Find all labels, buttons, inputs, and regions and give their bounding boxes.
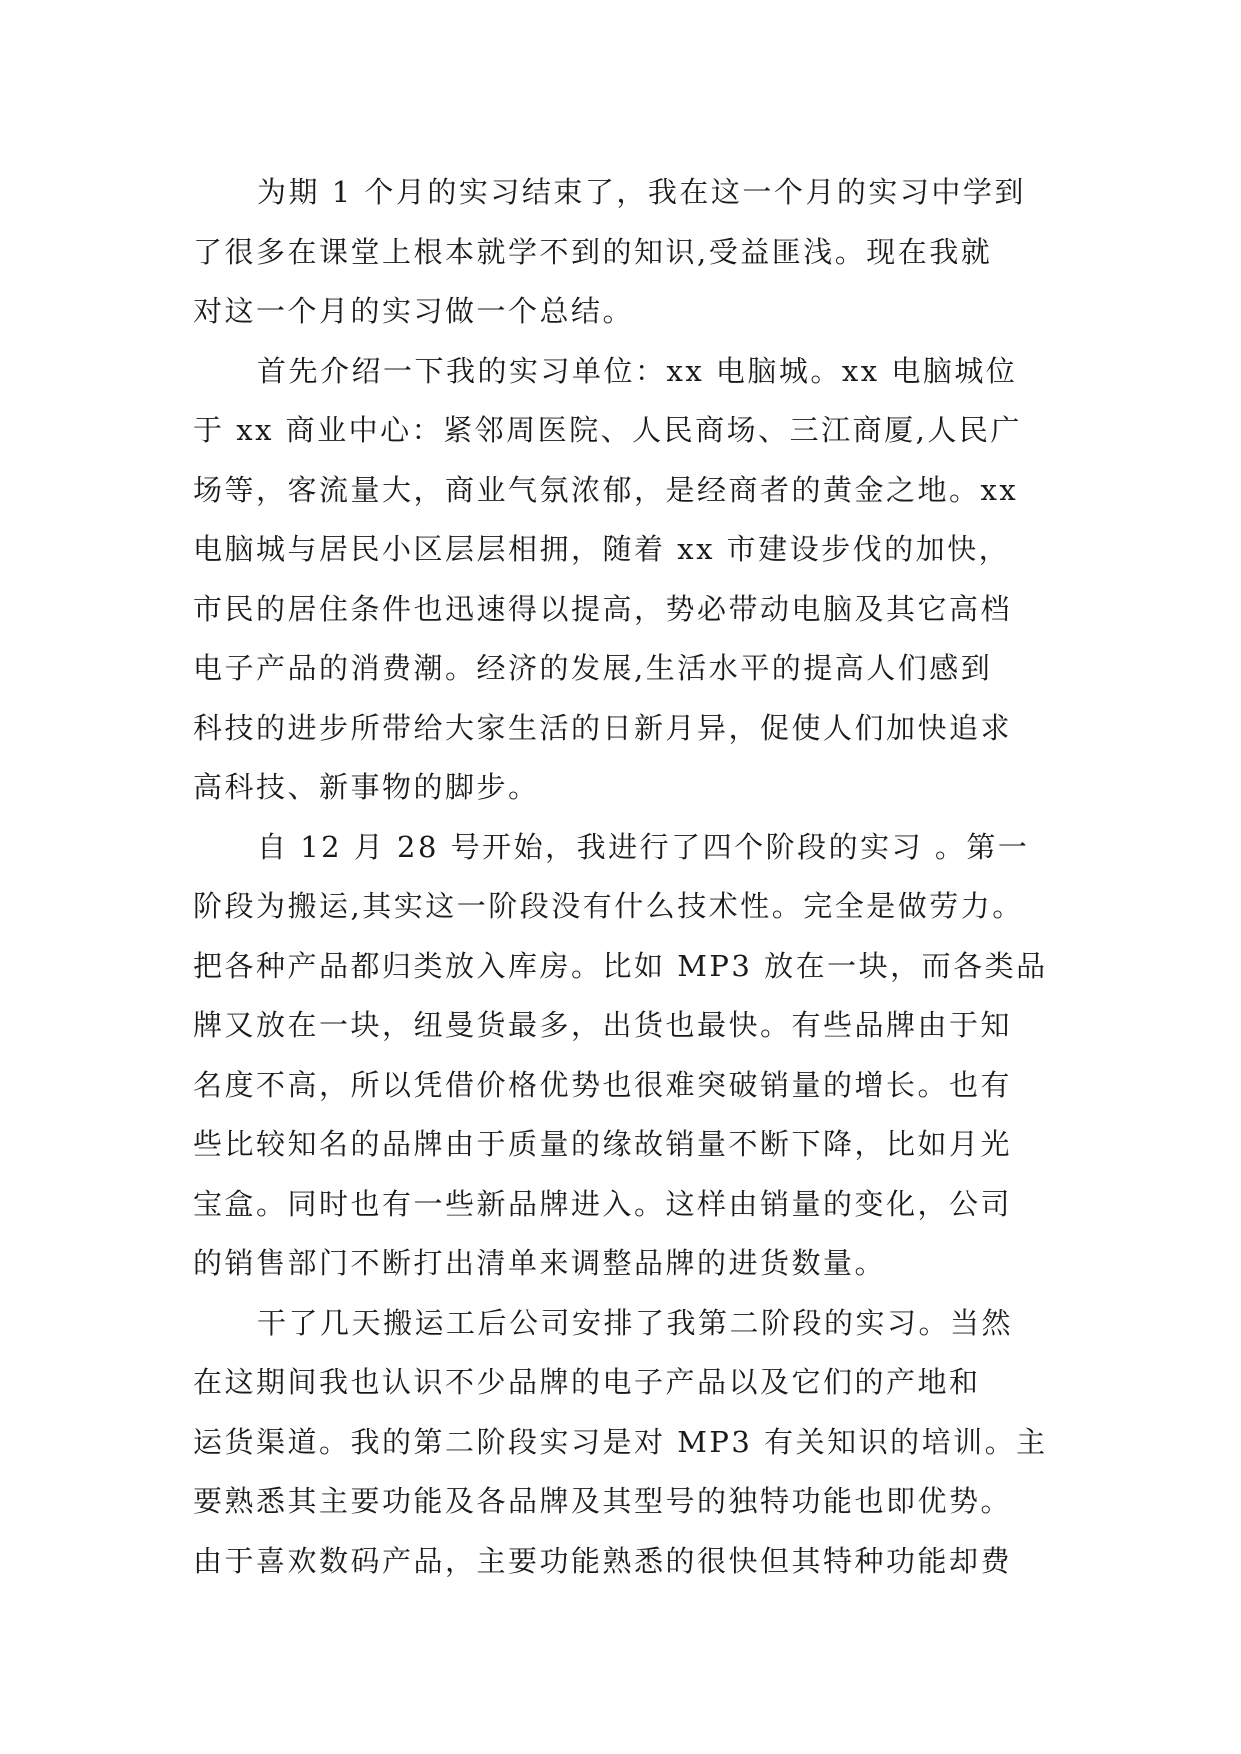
text-line: 要熟悉其主要功能及各品牌及其型号的独特功能也即优势。: [193, 1484, 1013, 1518]
text-line: 的销售部门不断打出清单来调整品牌的进货数量。: [193, 1246, 887, 1280]
text-line: 高科技、新事物的脚步。: [193, 770, 540, 804]
text-line: 名度不高，所以凭借价格优势也很难突破销量的增长。也有: [193, 1067, 1013, 1102]
paragraph-4: [193, 1294, 1053, 1592]
paragraph-3: [193, 818, 1053, 1294]
text-line: 场等，客流量大，商业气氛浓郁，是经商者的黄金之地。xx: [193, 472, 1019, 507]
text-line: 对这一个月的实习做一个总结。: [193, 294, 635, 328]
text-line: 阶段为搬运,其实这一阶段没有什么技术性。完全是做劳力。: [193, 889, 1024, 923]
text-line: 于 xx 商业中心：紧邻周医院、人民商场、三江商厦,人民广: [193, 413, 1022, 447]
text-line: 把各种产品都归类放入库房。比如 MP3 放在一块，而各类品: [193, 948, 1048, 983]
text-line: 牌又放在一块，纽曼货最多，出货也最快。有些品牌由于知: [193, 1008, 1013, 1042]
paragraph-2: [193, 342, 1053, 818]
text-line: 在这期间我也认识不少品牌的电子产品以及它们的产地和: [193, 1365, 981, 1399]
text-line: 了很多在课堂上根本就学不到的知识,受益匪浅。现在我就: [193, 234, 993, 269]
document-body: [193, 163, 1053, 1591]
text-line: 首先介绍一下我的实习单位：xx 电脑城。xx 电脑城位: [257, 353, 1018, 388]
text-line: 由于喜欢数码产品，主要功能熟悉的很快但其特种功能却费: [193, 1543, 1013, 1578]
text-line: 些比较知名的品牌由于质量的缘故销量不断下降，比如月光: [193, 1127, 1013, 1161]
text-line: 为期 1 个月的实习结束了，我在这一个月的实习中学到: [257, 175, 1026, 209]
text-line: 电脑城与居民小区层层相拥，随着 xx 市建设步伐的加快，: [193, 532, 1011, 566]
text-line: 宝盒。同时也有一些新品牌进入。这样由销量的变化，公司: [193, 1186, 1013, 1221]
text-line: 市民的居住条件也迅速得以提高，势必带动电脑及其它高档: [193, 591, 1013, 626]
text-line: 电子产品的消费潮。经济的发展,生活水平的提高人们感到: [193, 651, 993, 685]
text-line: 自 12 月 28 号开始，我进行了四个阶段的实习 。第一: [257, 829, 1030, 864]
text-line: 科技的进步所带给大家生活的日新月异，促使人们加快追求: [193, 710, 1013, 745]
text-line: 运货渠道。我的第二阶段实习是对 MP3 有关知识的培训。主: [193, 1424, 1048, 1459]
text-line: 干了几天搬运工后公司安排了我第二阶段的实习。当然: [257, 1305, 1014, 1340]
paragraph-1: [193, 163, 1053, 342]
